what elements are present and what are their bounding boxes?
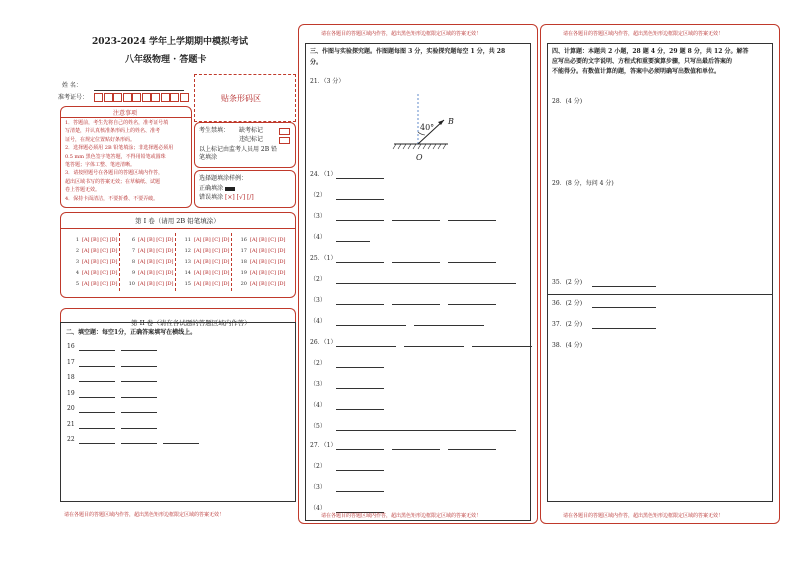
- mc-options[interactable]: [A] [B] [C] [D]: [138, 248, 174, 254]
- mc-options[interactable]: [A] [B] [C] [D]: [82, 248, 118, 254]
- status-note-1: 以上标记由监考人员用 2B 铅: [199, 146, 278, 153]
- diagram-angle-label: 40°: [420, 123, 435, 132]
- mc-question[interactable]: [125, 248, 174, 254]
- fill-answer-line[interactable]: [79, 412, 115, 413]
- mc-question-number: 19: [240, 270, 247, 276]
- mc-column-divider: [175, 233, 176, 291]
- q26-part-label: （5）: [310, 423, 326, 430]
- section3-line-1: 三、作图与实验探究题。作图题每图 3 分，实验探究题每空 1 分，共 28: [310, 48, 506, 55]
- mc-question-number: 3: [75, 259, 79, 265]
- mc-question[interactable]: [69, 259, 118, 265]
- q38-label: 38．(4 分): [552, 342, 583, 349]
- id-digit-box[interactable]: [123, 93, 132, 102]
- mc-question-number: 2: [75, 248, 79, 254]
- section1-title: 第 I 卷（请用 2B 铅笔填涂）: [135, 217, 220, 225]
- section2-heading: 二、填空题：每空1分，正确答案填写在横线上。: [66, 329, 197, 336]
- mc-question[interactable]: [237, 270, 286, 276]
- fill-question-number: 16: [67, 343, 75, 350]
- mc-question-number: 12: [184, 248, 191, 254]
- id-digit-box[interactable]: [161, 93, 170, 102]
- mc-question[interactable]: [69, 237, 118, 243]
- mc-question-number: 8: [131, 259, 135, 265]
- mc-question[interactable]: [69, 248, 118, 254]
- column2-box: [298, 24, 538, 524]
- id-digit-box[interactable]: [132, 93, 141, 102]
- q27-part-label: （3）: [310, 484, 326, 491]
- mc-options[interactable]: [A] [B] [C] [D]: [82, 237, 118, 243]
- fill-answer-line[interactable]: [79, 397, 115, 398]
- q24-answer-line[interactable]: [392, 220, 440, 221]
- fill-example-title: 选择题填涂样例：: [199, 175, 248, 182]
- q24-answer-line[interactable]: [448, 220, 496, 221]
- notes-item: 2．选择题必须用 2B 铅笔填涂；非选择题必须用: [65, 145, 174, 152]
- section3-line-2: 分。: [310, 59, 323, 66]
- mc-question-number: 10: [128, 281, 135, 287]
- mc-question[interactable]: [181, 248, 230, 254]
- mc-options[interactable]: [A] [B] [C] [D]: [138, 259, 174, 265]
- mc-question-number: 15: [184, 281, 191, 287]
- q26-part-label: （2）: [310, 360, 326, 367]
- mc-question[interactable]: [181, 259, 230, 265]
- exam-title: 2023-2024 学年上学期期中模拟考试: [92, 37, 248, 47]
- mc-options[interactable]: [A] [B] [C] [D]: [250, 270, 286, 276]
- fill-answer-line[interactable]: [121, 428, 157, 429]
- mc-question[interactable]: [237, 248, 286, 254]
- mc-options[interactable]: [A] [B] [C] [D]: [250, 281, 286, 287]
- mc-options[interactable]: [A] [B] [C] [D]: [250, 259, 286, 265]
- fill-question-number: 21: [67, 420, 75, 428]
- mc-column-divider: [231, 233, 232, 291]
- q24-part-label: （3）: [310, 213, 326, 220]
- fill-wrong-label: 错误填涂: [199, 194, 224, 201]
- q24-part-label: 24．（1）: [310, 171, 337, 178]
- barcode-area: [194, 74, 296, 122]
- mc-question-number: 7: [131, 248, 135, 254]
- q25-answer-line[interactable]: [336, 325, 406, 326]
- q27-part-label: （4）: [310, 505, 326, 512]
- fill-answer-line[interactable]: [79, 381, 115, 382]
- column3-warning-bottom: 请在各题目的答题区域内作答，超出黑色矩形边框限定区域的答案无效！: [563, 513, 724, 519]
- mc-options[interactable]: [A] [B] [C] [D]: [138, 270, 174, 276]
- q24-answer-line[interactable]: [336, 241, 370, 242]
- notes-box: [60, 106, 192, 208]
- q26-answer-line[interactable]: [336, 388, 384, 389]
- fill-answer-line[interactable]: [121, 350, 157, 351]
- mc-question-number: 17: [240, 248, 247, 254]
- q24-answer-line[interactable]: [336, 178, 384, 179]
- q27-answer-line[interactable]: [336, 449, 384, 450]
- id-digit-box[interactable]: [94, 93, 103, 102]
- absent-checkbox[interactable]: [279, 128, 290, 135]
- fill-answer-line[interactable]: [79, 350, 115, 351]
- fill-answer-line[interactable]: [79, 366, 115, 367]
- notes-item: 证号，在规定位置贴好条形码。: [65, 136, 136, 143]
- q26-part-label: （3）: [310, 381, 326, 388]
- q27-answer-line[interactable]: [392, 449, 440, 450]
- q25-part-label: （3）: [310, 297, 326, 304]
- q25-part-label: （4）: [310, 318, 326, 325]
- mc-question-number: 11: [184, 237, 191, 243]
- q27-part-label: （2）: [310, 463, 326, 470]
- id-digit-box[interactable]: [170, 93, 179, 102]
- mc-question[interactable]: [69, 270, 118, 276]
- fill-answer-line[interactable]: [121, 397, 157, 398]
- q28-label: 28．(4 分): [552, 98, 583, 105]
- mc-question-number: 6: [131, 237, 135, 243]
- q27-answer-line[interactable]: [448, 449, 496, 450]
- status-note-2: 笔填涂: [199, 154, 218, 161]
- fill-question-number: 17: [67, 358, 75, 366]
- mc-question[interactable]: [237, 237, 286, 243]
- column2-warning-top: 请在各题目的答题区域内作答，超出黑色矩形边框限定区域的答案无效！: [321, 31, 482, 37]
- mc-question[interactable]: [237, 259, 286, 265]
- q26-answer-line[interactable]: [404, 346, 464, 347]
- fill-answer-line[interactable]: [79, 443, 115, 444]
- mc-options[interactable]: [A] [B] [C] [D]: [250, 237, 286, 243]
- mc-question-number: 5: [75, 281, 79, 287]
- diagram-point-b: B: [448, 117, 454, 126]
- q26-answer-line[interactable]: [336, 430, 516, 431]
- section1-box: [60, 212, 296, 298]
- q25-answer-line[interactable]: [448, 262, 496, 263]
- mc-options[interactable]: [A] [B] [C] [D]: [82, 281, 118, 287]
- q24-part-label: （2）: [310, 192, 326, 199]
- q26-answer-line[interactable]: [336, 367, 384, 368]
- mc-question[interactable]: [125, 270, 174, 276]
- q29-label: 29．(8 分，每问 4 分): [552, 180, 614, 187]
- mc-question[interactable]: [181, 281, 230, 287]
- mc-question-number: 14: [184, 270, 191, 276]
- column3-warning-top: 请在各题目的答题区域内作答，超出黑色矩形边框限定区域的答案无效！: [563, 31, 724, 37]
- notes-item: 1．答题前，考生先将自己的姓名，准考证号填: [65, 120, 169, 126]
- column2-warning-bottom: 请在各题目的答题区域内作答，超出黑色矩形边框限定区域的答案无效！: [321, 513, 482, 519]
- q26-part-label: （4）: [310, 402, 326, 409]
- notes-item: 超出区域书写的答案无效；在草稿纸、试题: [65, 178, 161, 185]
- mc-options[interactable]: [A] [B] [C] [D]: [194, 259, 230, 265]
- section2-answer-area: [60, 322, 296, 502]
- mc-question-number: 16: [240, 237, 247, 243]
- fill-answer-line[interactable]: [121, 381, 157, 382]
- q24-answer-line[interactable]: [336, 220, 384, 221]
- q25-answer-line[interactable]: [336, 304, 384, 305]
- mc-options[interactable]: [A] [B] [C] [D]: [194, 270, 230, 276]
- name-label: 姓 名：: [62, 82, 82, 89]
- section2-title: 第 II 卷（请在各试题的答题区域内作答）: [131, 319, 251, 327]
- mc-question-number: 18: [240, 259, 247, 265]
- q21-label: 21．（3 分）: [310, 78, 345, 85]
- q25-answer-line[interactable]: [448, 304, 496, 305]
- fill-question-number: 22: [67, 436, 75, 443]
- q37-label: 37．(2 分): [552, 321, 583, 328]
- fill-answer-line[interactable]: [121, 366, 157, 367]
- barcode-label: 贴条形码区: [221, 94, 261, 103]
- id-digit-box[interactable]: [142, 93, 151, 102]
- q24-part-label: （4）: [310, 234, 326, 241]
- notes-item: 卷上答题无效。: [65, 187, 101, 194]
- column3-box: [540, 24, 780, 524]
- notes-item: 4．保持卡面清洁，不要折叠、不要弄破。: [65, 195, 159, 202]
- fill-answer-line[interactable]: [121, 443, 157, 444]
- mc-options[interactable]: [A] [B] [C] [D]: [138, 237, 174, 243]
- fill-correct-sample: [225, 187, 235, 191]
- q26-answer-line[interactable]: [472, 346, 532, 347]
- fill-question-number: 18: [67, 374, 75, 381]
- fill-blank-lines: [61, 323, 295, 501]
- section4-area: [547, 43, 773, 295]
- id-label: 准考证号：: [58, 94, 89, 101]
- mc-options[interactable]: [A] [B] [C] [D]: [194, 237, 230, 243]
- notes-item: 写清楚，并认真核准条形码上的姓名、准考: [65, 128, 161, 135]
- mc-options[interactable]: [A] [B] [C] [D]: [82, 259, 118, 265]
- mc-question-number: 9: [131, 270, 135, 276]
- section4-line: 不能得分。有数值计算的题，答案中必须明确写出数值和单位。: [552, 68, 721, 75]
- id-digit-box[interactable]: [180, 93, 189, 102]
- q27-part-label: 27．（1）: [310, 442, 337, 449]
- id-boxes[interactable]: [94, 93, 190, 103]
- q27-answer-line[interactable]: [336, 470, 384, 471]
- q25-part-label: （2）: [310, 276, 326, 283]
- mc-question[interactable]: [125, 281, 174, 287]
- mc-question[interactable]: [237, 281, 286, 287]
- section4-line: 四、计算题：本题共 2 小题，28 题 4 分，29 题 8 分，共 12 分。解答: [552, 48, 749, 55]
- mc-question[interactable]: [69, 281, 118, 287]
- mc-options[interactable]: [A] [B] [C] [D]: [138, 281, 174, 287]
- cheat-checkbox[interactable]: [279, 137, 290, 144]
- additional-answer-area: [547, 275, 773, 502]
- fill-wrong-samples: [×] [√] [/]: [225, 194, 254, 201]
- mc-question[interactable]: [181, 270, 230, 276]
- notes-title: 注意事项: [113, 110, 138, 117]
- q26-answer-line[interactable]: [336, 346, 396, 347]
- q26-answer-line[interactable]: [336, 409, 384, 410]
- q26-part-label: 26．（1）: [310, 339, 337, 346]
- q25-part-label: 25．（1）: [310, 255, 337, 262]
- q25-answer-line[interactable]: [392, 304, 440, 305]
- q37-line[interactable]: [592, 328, 656, 329]
- footer-warning-1: 请在各题目的答题区域内作答，超出黑色矩形边框限定区域的答案无效！: [64, 512, 225, 518]
- q24-answer-line[interactable]: [336, 199, 384, 200]
- mc-question-number: 4: [75, 270, 79, 276]
- cheat-label: 违纪标记: [239, 136, 264, 143]
- mc-question-number: 13: [184, 259, 191, 265]
- fill-answer-line[interactable]: [121, 412, 157, 413]
- notes-item: 3．请按照题号在各题目的答题区域内作答，: [65, 170, 164, 177]
- id-digit-box[interactable]: [113, 93, 122, 102]
- mc-options[interactable]: [A] [B] [C] [D]: [194, 248, 230, 254]
- mc-question[interactable]: [125, 237, 174, 243]
- fill-correct-label: 正确填涂: [199, 185, 224, 192]
- fill-example-box: [194, 170, 296, 208]
- mc-options[interactable]: [A] [B] [C] [D]: [82, 270, 118, 276]
- multiple-choice-grid: [61, 231, 295, 295]
- notes-item: 0.5 mm 黑色签字笔答题，不得用铅笔或圆珠: [65, 153, 166, 160]
- fill-answer-line[interactable]: [163, 443, 199, 444]
- fill-question-number: 19: [67, 389, 75, 397]
- notes-item: 笔答题；字体工整、笔迹清晰。: [65, 162, 136, 168]
- mc-question-number: 1: [75, 237, 79, 243]
- q25-answer-line[interactable]: [336, 283, 516, 284]
- q35-line[interactable]: [592, 286, 656, 287]
- fill-question-number: 20: [67, 405, 75, 412]
- mc-options[interactable]: [A] [B] [C] [D]: [250, 248, 286, 254]
- mc-options[interactable]: [A] [B] [C] [D]: [194, 281, 230, 287]
- q25-answer-line[interactable]: [414, 325, 484, 326]
- column2-answer-area: [305, 43, 531, 521]
- name-line: [94, 90, 184, 91]
- column2-answer-lines: [306, 44, 530, 520]
- mc-question[interactable]: [181, 237, 230, 243]
- id-digit-box[interactable]: [104, 93, 113, 102]
- mc-question[interactable]: [125, 259, 174, 265]
- q27-answer-line[interactable]: [336, 491, 384, 492]
- exam-subtitle: 八年级物理 · 答题卡: [125, 55, 207, 65]
- absent-label: 缺考标记: [239, 127, 264, 134]
- mc-column-divider: [119, 233, 120, 291]
- q36-label: 36．(2 分): [552, 300, 583, 307]
- diagram-point-o: O: [416, 153, 423, 162]
- q25-answer-line[interactable]: [392, 262, 440, 263]
- mc-question-number: 20: [240, 281, 247, 287]
- exam-status-label: 考生禁填：: [199, 127, 230, 134]
- q25-answer-line[interactable]: [336, 262, 384, 263]
- q36-line[interactable]: [592, 307, 656, 308]
- fill-answer-line[interactable]: [79, 428, 115, 429]
- exam-status-box: [194, 122, 296, 168]
- id-digit-box[interactable]: [151, 93, 160, 102]
- section4-line: 应写出必要的文字说明、方程式和重要演算步骤，只写出最后答案的: [552, 58, 733, 65]
- q35-label: 35．(2 分): [552, 279, 583, 286]
